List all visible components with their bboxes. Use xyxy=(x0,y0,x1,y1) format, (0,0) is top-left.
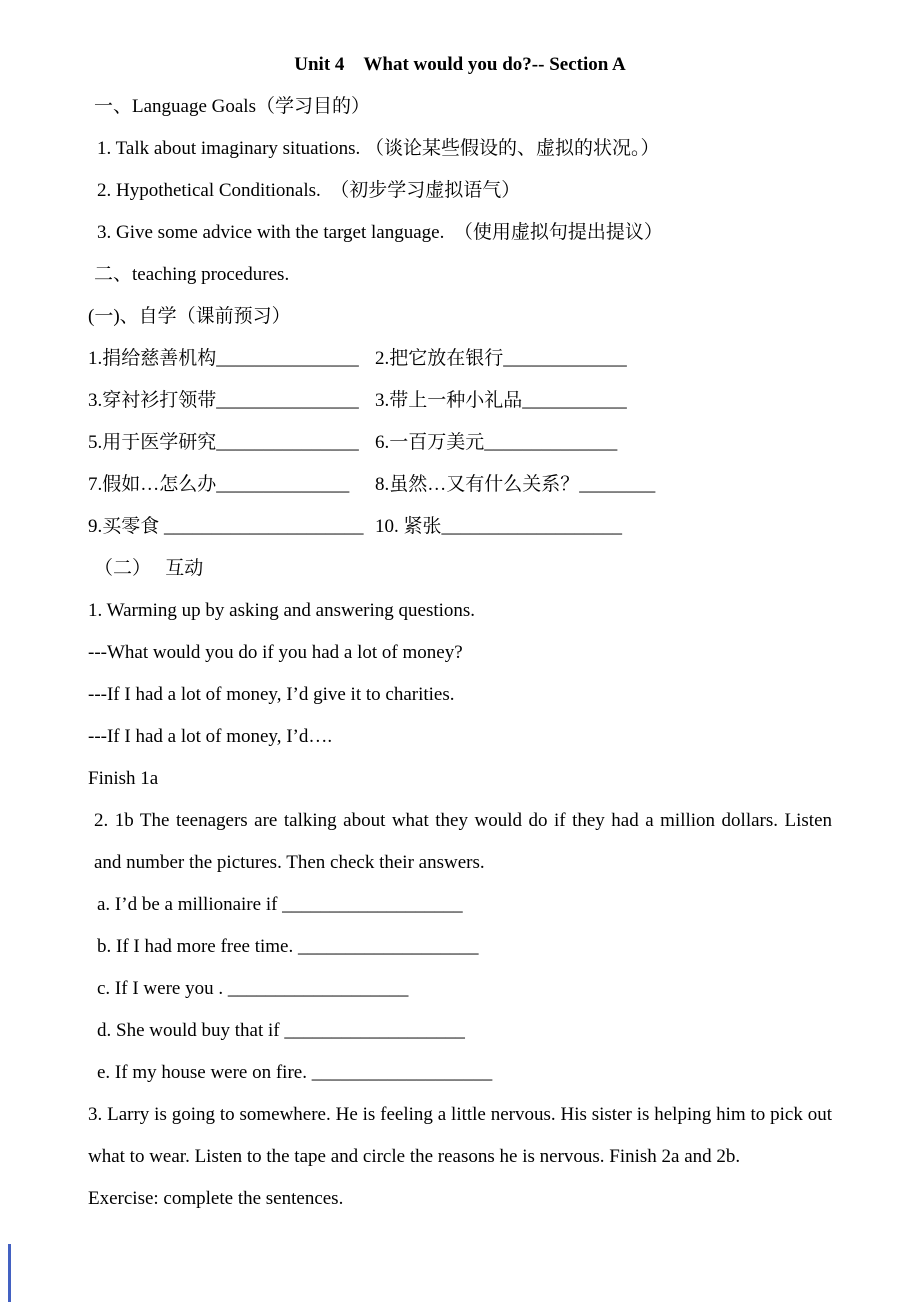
doc-title: Unit 4 What would you do?-- Section A xyxy=(294,54,626,75)
listen-item-a: a. I’d be a millionaire if ___________________ xyxy=(97,894,463,915)
vocab-row-5 xyxy=(88,506,832,548)
listen-item-d: d. She would buy that if ___________________ xyxy=(97,1020,465,1041)
vocab-row-2 xyxy=(88,380,832,422)
vocab-item: 6.一百万美元______________ xyxy=(375,432,618,453)
vocab-item: 7.假如…怎么办______________ xyxy=(88,474,350,495)
listen-item-b: b. If I had more free time. ___________________ xyxy=(97,936,479,957)
task2-paragraph: 2. 1b The teenagers are talking about what they would do if they had a million dollars. Listen and number the pictures. Then check their answers. xyxy=(94,810,832,873)
listen-item-e: e. If my house were on fire. ___________________ xyxy=(97,1062,493,1083)
dialogue-line: ---If I had a lot of money, I’d give it to charities. xyxy=(88,684,455,705)
vocab-item: 1.捐给慈善机构_______________ xyxy=(88,348,359,369)
task3-paragraph: 3. Larry is going to somewhere. He is feeling a little nervous. His sister is helping him to pick out what to wear. Listen to the tape and circle the reasons he is nervous. Finish 2a and 2b. xyxy=(88,1104,832,1167)
vocab-item: 10. 紧张___________________ xyxy=(375,516,623,537)
vocab-item: 2.把它放在银行_____________ xyxy=(375,348,627,369)
vocab-item: 9.买零食 _____________________ xyxy=(88,516,364,537)
exercise-line: Exercise: complete the sentences. xyxy=(88,1188,344,1209)
blue-edge-mark xyxy=(8,1244,11,1302)
goal-item-1: 1. Talk about imaginary situations. （谈论某些假设的、虚拟的状况。） xyxy=(97,138,660,159)
vocab-row-4 xyxy=(88,464,832,506)
procedures-header: 二、teaching procedures. xyxy=(94,264,290,285)
vocab-item: 5.用于医学研究_______________ xyxy=(88,432,359,453)
finish-line: Finish 1a xyxy=(88,768,159,789)
vocab-row-3 xyxy=(88,422,832,464)
warmup-line: 1. Warming up by asking and answering questions. xyxy=(88,600,476,621)
goal-item-3: 3. Give some advice with the target language. （使用虚拟句提出提议） xyxy=(97,222,663,243)
vocab-item: 3.穿衬衫打领带_______________ xyxy=(88,390,359,411)
dialogue-line: ---If I had a lot of money, I’d…. xyxy=(88,726,333,747)
interaction-header: （二） 互动 xyxy=(94,558,204,579)
vocab-row-1 xyxy=(88,338,832,380)
vocab-item: 8.虽然…又有什么关系？________ xyxy=(375,474,656,495)
goal-item-2: 2. Hypothetical Conditionals. （初步学习虚拟语气） xyxy=(97,180,521,201)
goals-header: 一、Language Goals（学习目的） xyxy=(94,96,370,117)
dialogue-line: ---What would you do if you had a lot of money? xyxy=(88,642,463,663)
vocab-item: 3.带上一种小礼品___________ xyxy=(375,390,627,411)
selfstudy-header: (一)、自学（课前预习） xyxy=(88,306,291,327)
listen-item-c: c. If I were you . ___________________ xyxy=(97,978,409,999)
